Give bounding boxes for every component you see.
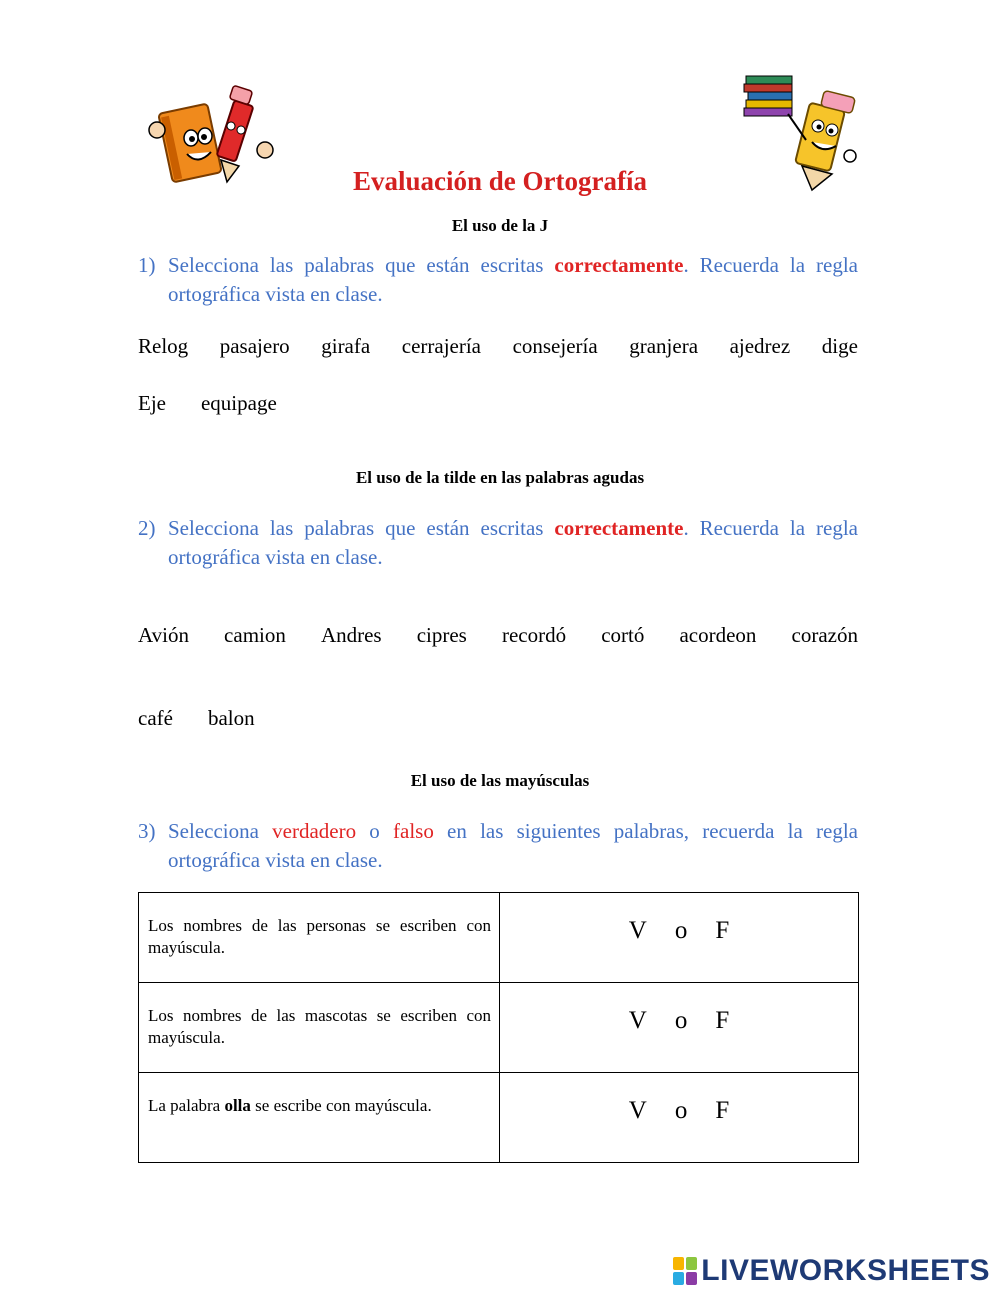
brand-text: LIVEWORKSHEETS: [701, 1254, 990, 1287]
statement: Los nombres de las mascotas se escriben con mayúscula.: [139, 983, 500, 1073]
word-choice[interactable]: café: [138, 706, 173, 730]
word-choice[interactable]: camion: [224, 623, 286, 647]
prompt-true-word: verdadero: [272, 819, 357, 843]
question-number: 1): [138, 253, 156, 277]
statement: [139, 1073, 500, 1163]
option-false[interactable]: F: [715, 917, 730, 944]
prompt-text: Selecciona: [168, 819, 273, 843]
vf-options: [500, 893, 859, 983]
section-2-heading: El uso de la tilde en las palabras agudas: [355, 468, 645, 487]
true-false-table: [138, 892, 859, 1163]
word-choices-row: [138, 706, 255, 731]
liveworksheets-logo: [673, 1254, 990, 1288]
option-separator: o: [674, 1097, 688, 1124]
word-choice[interactable]: recordó: [501, 623, 567, 647]
statement-text: La palabra: [148, 1096, 225, 1115]
option-false[interactable]: F: [715, 1007, 730, 1034]
word-choice[interactable]: girafa: [321, 334, 371, 358]
prompt-text: o: [356, 819, 394, 843]
word-choices-row: [138, 391, 277, 416]
word-choice[interactable]: Avión: [138, 623, 189, 647]
question-1-prompt: [138, 251, 858, 309]
statement: Los nombres de las personas se escriben con mayúscula.: [139, 893, 500, 983]
word-choice[interactable]: Andres: [320, 623, 382, 647]
option-false[interactable]: F: [715, 1097, 730, 1124]
question-3-prompt: [138, 817, 858, 875]
table-row: [139, 983, 859, 1073]
question-number: 3): [138, 819, 156, 843]
word-choice[interactable]: cipres: [416, 623, 467, 647]
word-choice[interactable]: cerrajería: [401, 334, 482, 358]
word-choice[interactable]: corazón: [791, 623, 858, 647]
question-2-prompt: [138, 514, 858, 572]
word-choices-row: [138, 623, 858, 648]
option-separator: o: [674, 1007, 688, 1034]
word-choice[interactable]: consejería: [512, 334, 598, 358]
word-choice[interactable]: ajedrez: [729, 334, 791, 358]
section-1-heading: El uso de la J: [451, 216, 549, 235]
option-true[interactable]: V: [628, 1007, 647, 1034]
word-choice[interactable]: equipage: [200, 391, 277, 415]
table-row: [139, 893, 859, 983]
word-choice[interactable]: balon: [207, 706, 255, 730]
word-choice[interactable]: acordeon: [679, 623, 757, 647]
prompt-emphasis: correctamente: [554, 516, 684, 540]
vf-options: [500, 983, 859, 1073]
table-row: [139, 1073, 859, 1163]
word-choice[interactable]: pasajero: [219, 334, 290, 358]
word-choice[interactable]: dige: [821, 334, 858, 358]
word-choice[interactable]: Relog: [138, 334, 189, 358]
page-title: Evaluación de Ortografía: [353, 166, 647, 196]
option-separator: o: [674, 917, 688, 944]
statement-text: se escribe con mayúscula.: [250, 1096, 432, 1115]
prompt-text: en las siguientes palabras, recuerda la regla ortográfica vista en clase.: [168, 819, 858, 872]
option-true[interactable]: V: [628, 917, 647, 944]
prompt-text: . Recuerda la regla ortográfica vista en clase.: [168, 516, 858, 569]
prompt-emphasis: correctamente: [554, 253, 684, 277]
word-choices-row: [138, 334, 858, 359]
word-choice[interactable]: cortó: [601, 623, 645, 647]
statement-bold-word: olla: [224, 1096, 251, 1115]
word-choice[interactable]: granjera: [629, 334, 699, 358]
prompt-text: Selecciona las palabras que están escritas: [168, 253, 555, 277]
vf-options: [500, 1073, 859, 1163]
word-choice[interactable]: Eje: [138, 391, 166, 415]
prompt-false-word: falso: [393, 819, 434, 843]
option-true[interactable]: V: [628, 1097, 647, 1124]
prompt-text: Selecciona las palabras que están escritas: [168, 516, 555, 540]
prompt-text: . Recuerda la regla ortográfica vista en clase.: [168, 253, 858, 306]
liveworksheets-icon: [673, 1257, 697, 1285]
question-number: 2): [138, 516, 156, 540]
section-3-heading: El uso de las mayúsculas: [410, 771, 590, 790]
